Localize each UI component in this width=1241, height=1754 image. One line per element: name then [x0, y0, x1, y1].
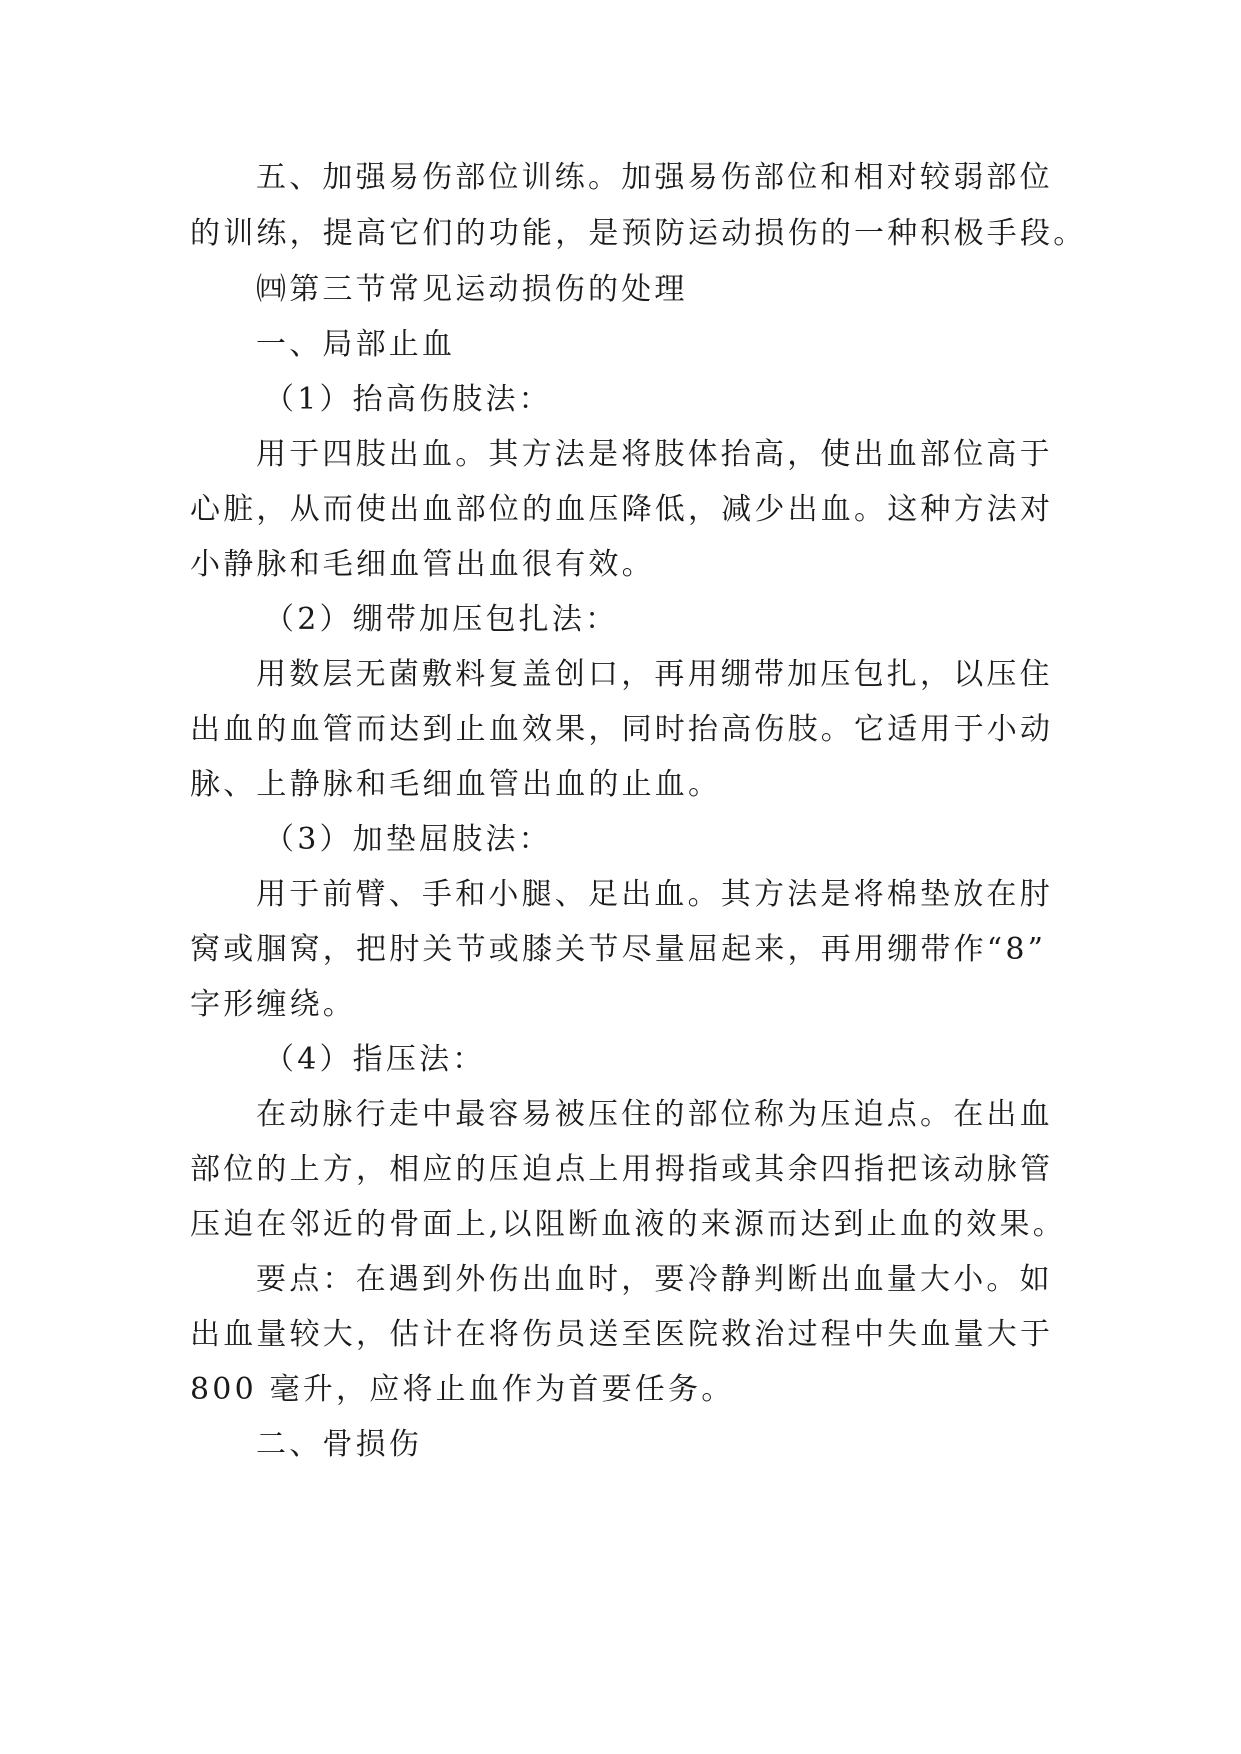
paragraph-line: 的训练，提高它们的功能，是预防运动损伤的一种积极手段。: [190, 216, 1087, 251]
paragraph-line: 出血量较大，估计在将伤员送至医院救治过程中失血量大于: [190, 1317, 1054, 1352]
paragraph-line: 部位的上方，相应的压迫点上用拇指或其余四指把该动脉管: [190, 1152, 1054, 1187]
paragraph-line: 要点：在遇到外伤出血时，要冷静判断出血量大小。如: [256, 1262, 1053, 1297]
paragraph-line: 字形缠绕。: [190, 987, 356, 1022]
paragraph-line: 800 毫升，应将止血作为首要任务。: [190, 1372, 735, 1407]
paragraph-line: 压迫在邻近的骨面上,以阻断血液的来源而达到止血的效果。: [190, 1207, 1066, 1242]
paragraph-line: 用于四肢出血。其方法是将肢体抬高，使出血部位高于: [256, 437, 1053, 472]
paragraph-line: 小静脉和毛细血管出血很有效。: [190, 547, 655, 582]
paragraph-line: 五、加强易伤部位训练。加强易伤部位和相对较弱部位: [256, 160, 1053, 195]
method-heading: （1）抬高伤肢法：: [264, 382, 552, 417]
paragraph-line: 窝或腘窝，把肘关节或膝关节尽量屈起来，再用绷带作“8”: [190, 932, 1047, 967]
paragraph-line: 用于前臂、手和小腿、足出血。其方法是将棉垫放在肘: [256, 877, 1053, 912]
paragraph-line: 出血的血管而达到止血效果，同时抬高伤肢。它适用于小动: [190, 712, 1054, 747]
paragraph-line: 脉、上静脉和毛细血管出血的止血。: [190, 767, 722, 802]
method-heading: （2）绷带加压包扎法：: [264, 602, 619, 637]
subsection-heading: 二、骨损伤: [256, 1427, 422, 1462]
subsection-heading: 一、局部止血: [256, 327, 456, 362]
paragraph-line: 心脏，从而使出血部位的血压降低，减少出血。这种方法对: [190, 492, 1054, 527]
method-heading: （3）加垫屈肢法：: [264, 822, 552, 857]
paragraph-line: 在动脉行走中最容易被压住的部位称为压迫点。在出血: [256, 1097, 1053, 1132]
method-heading: （4）指压法：: [264, 1042, 486, 1077]
section-heading: ㈣第三节常见运动损伤的处理: [256, 272, 688, 307]
paragraph-line: 用数层无菌敷料复盖创口，再用绷带加压包扎，以压住: [256, 657, 1053, 692]
